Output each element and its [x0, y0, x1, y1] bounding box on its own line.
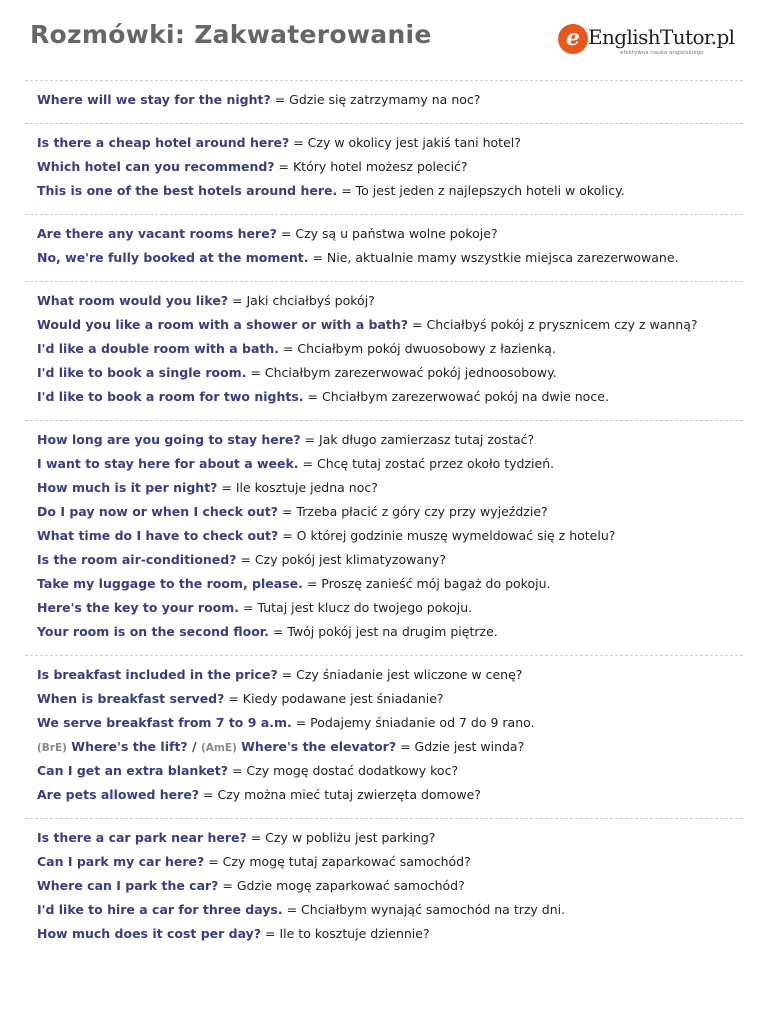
phrase-line: [37, 246, 743, 270]
phrase-line: [37, 850, 743, 874]
english-phrase: This is one of the best hotels around here.: [37, 183, 338, 198]
phrase-line: [37, 663, 743, 687]
english-phrase: I'd like a double room with a bath.: [37, 341, 280, 356]
polish-translation: = Chciałbyś pokój z prysznicem czy z wanną?: [408, 317, 698, 332]
phrase-line: [37, 826, 743, 850]
english-phrase: I'd like to hire a car for three days.: [37, 902, 283, 917]
polish-translation: = Który hotel możesz polecić?: [274, 159, 468, 174]
phrase-section: [25, 80, 743, 123]
polish-translation: = Podajemy śniadanie od 7 do 9 rano.: [291, 715, 535, 730]
english-phrase: What time do I have to check out?: [37, 528, 279, 543]
english-phrase: Is breakfast included in the price?: [37, 667, 278, 682]
phrase-line: [37, 361, 743, 385]
english-phrase: Would you like a room with a shower or with a bath?: [37, 317, 409, 332]
phrase-line: [37, 524, 743, 548]
phrase-line: [37, 452, 743, 476]
english-phrase: Can I park my car here?: [37, 854, 205, 869]
polish-translation: = Nie, aktualnie mamy wszystkie miejsca zarezerwowane.: [308, 250, 679, 265]
polish-translation: = Czy pokój jest klimatyzowany?: [236, 552, 446, 567]
phrase-line: [37, 874, 743, 898]
phrase-section: [25, 214, 743, 281]
english-phrase: How long are you going to stay here?: [37, 432, 301, 447]
english-phrase-variant: Where's the elevator?: [236, 739, 397, 754]
polish-translation: = Gdzie się zatrzymamy na noc?: [270, 92, 481, 107]
polish-translation: = Czy można mieć tutaj zwierzęta domowe?: [199, 787, 481, 802]
american-english-tag: (AmE): [200, 742, 237, 754]
english-phrase: Which hotel can you recommend?: [37, 159, 275, 174]
phrase-line: [37, 155, 743, 179]
phrase-line: [37, 289, 743, 313]
polish-translation: = O której godzinie muszę wymeldować się z hotelu?: [278, 528, 616, 543]
english-phrase: I'd like to book a room for two nights.: [37, 389, 304, 404]
logo-tagline: efektywna nauka angielskiego: [620, 50, 704, 56]
page-header: [0, 0, 768, 80]
phrase-line: [37, 313, 743, 337]
polish-translation: = Czy mogę dostać dodatkowy koc?: [228, 763, 459, 778]
phrase-section: [25, 818, 743, 957]
english-phrase: Here's the key to your room.: [37, 600, 240, 615]
phrase-line: [37, 898, 743, 922]
polish-translation: = Chciałbym zarezerwować pokój na dwie noce.: [303, 389, 609, 404]
polish-translation: = Trzeba płacić z góry czy przy wyjeździe?: [278, 504, 548, 519]
page-title: Rozmówki: Zakwaterowanie: [30, 20, 432, 49]
english-phrase: What room would you like?: [37, 293, 229, 308]
english-phrase: Where will we stay for the night?: [37, 92, 271, 107]
polish-translation: = Gdzie jest winda?: [396, 739, 525, 754]
english-phrase: Your room is on the second floor.: [37, 624, 269, 639]
english-phrase: Where can I park the car?: [37, 878, 219, 893]
phrase-list: [0, 80, 768, 957]
english-phrase: I'd like to book a single room.: [37, 365, 247, 380]
polish-translation: = Chciałbym wynająć samochód na trzy dni.: [282, 902, 566, 917]
phrase-line: [37, 337, 743, 361]
polish-translation: = Czy mogę tutaj zaparkować samochód?: [204, 854, 471, 869]
phrase-line: [37, 759, 743, 783]
englishtutor-logo[interactable]: [558, 24, 738, 64]
phrase-line: [37, 476, 743, 500]
phrase-section: [25, 655, 743, 818]
phrase-line: [37, 620, 743, 644]
english-phrase: Is there a car park near here?: [37, 830, 247, 845]
phrase-line: [37, 735, 743, 759]
english-phrase: Take my luggage to the room, please.: [37, 576, 303, 591]
polish-translation: = Ile kosztuje jedna noc?: [217, 480, 378, 495]
english-phrase: Is there a cheap hotel around here?: [37, 135, 290, 150]
phrase-line: [37, 548, 743, 572]
logo-name: EnglishTutor.pl: [588, 25, 735, 49]
polish-translation: = Gdzie mogę zaparkować samochód?: [218, 878, 465, 893]
polish-translation: = Proszę zanieść mój bagaż do pokoju.: [302, 576, 551, 591]
phrase-line: [37, 428, 743, 452]
variant-separator: /: [187, 739, 201, 754]
english-phrase: When is breakfast served?: [37, 691, 225, 706]
phrase-line: [37, 131, 743, 155]
phrase-line: [37, 88, 743, 112]
english-phrase: Are there any vacant rooms here?: [37, 226, 277, 241]
polish-translation: = To jest jeden z najlepszych hoteli w okolicy.: [337, 183, 625, 198]
polish-translation: = Chciałbym pokój dwuosobowy z łazienką.: [279, 341, 556, 356]
english-phrase: Where's the lift?: [66, 739, 188, 754]
phrase-line: [37, 222, 743, 246]
polish-translation: = Ile to kosztuje dziennie?: [261, 926, 430, 941]
polish-translation: = Tutaj jest klucz do twojego pokoju.: [239, 600, 473, 615]
english-phrase: Is the room air-conditioned?: [37, 552, 237, 567]
polish-translation: = Czy są u państwa wolne pokoje?: [276, 226, 498, 241]
phrase-section: [25, 420, 743, 655]
phrase-line: [37, 572, 743, 596]
english-phrase: Can I get an extra blanket?: [37, 763, 229, 778]
phrase-line: [37, 179, 743, 203]
polish-translation: = Jaki chciałbyś pokój?: [228, 293, 375, 308]
phrase-line: [37, 385, 743, 409]
english-phrase: I want to stay here for about a week.: [37, 456, 299, 471]
british-english-tag: (BrE): [37, 742, 67, 754]
english-phrase: Are pets allowed here?: [37, 787, 200, 802]
phrase-line: [37, 500, 743, 524]
polish-translation: = Czy w okolicy jest jakiś tani hotel?: [289, 135, 521, 150]
english-phrase: We serve breakfast from 7 to 9 a.m.: [37, 715, 292, 730]
polish-translation: = Jak długo zamierzasz tutaj zostać?: [300, 432, 535, 447]
english-phrase: How much is it per night?: [37, 480, 218, 495]
polish-translation: = Twój pokój jest na drugim piętrze.: [268, 624, 498, 639]
logo-e-icon: e: [558, 24, 588, 54]
polish-translation: = Chciałbym zarezerwować pokój jednoosobowy.: [246, 365, 557, 380]
english-phrase: No, we're fully booked at the moment.: [37, 250, 309, 265]
phrase-line: [37, 687, 743, 711]
phrase-line: [37, 922, 743, 946]
phrase-line: [37, 596, 743, 620]
phrase-section: [25, 123, 743, 214]
phrase-line: [37, 783, 743, 807]
english-phrase: Do I pay now or when I check out?: [37, 504, 279, 519]
polish-translation: = Chcę tutaj zostać przez około tydzień.: [298, 456, 555, 471]
polish-translation: = Czy śniadanie jest wliczone w cenę?: [277, 667, 523, 682]
polish-translation: = Czy w pobliżu jest parking?: [246, 830, 436, 845]
phrase-line: [37, 711, 743, 735]
phrase-section: [25, 281, 743, 420]
english-phrase: How much does it cost per day?: [37, 926, 262, 941]
polish-translation: = Kiedy podawane jest śniadanie?: [224, 691, 444, 706]
